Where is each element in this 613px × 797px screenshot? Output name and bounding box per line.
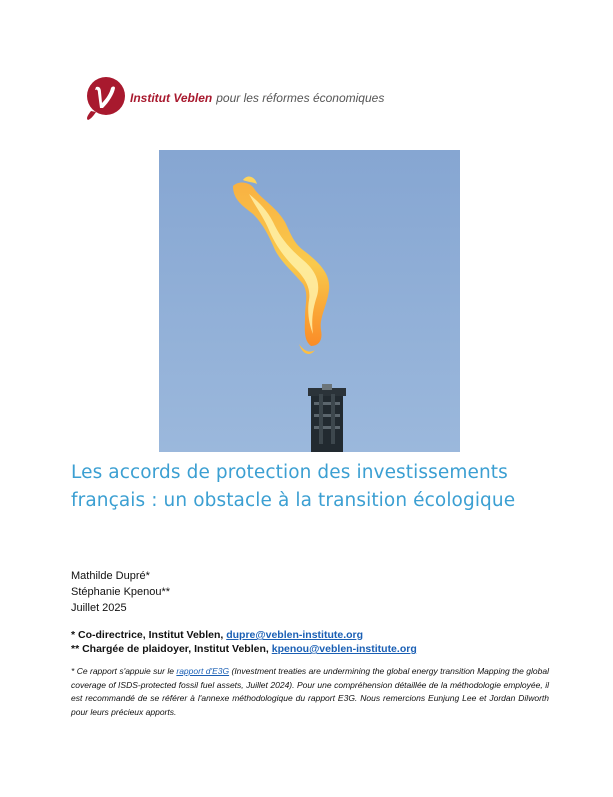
logo-tagline: pour les réformes économiques	[216, 91, 385, 105]
role-text: ** Chargée de plaidoyer, Institut Veblen,	[71, 643, 272, 655]
role-line	[71, 628, 417, 642]
role-line	[71, 642, 417, 656]
footnote-text: * Ce rapport s'appuie sur le	[71, 666, 177, 676]
footnote-text: (Investment treaties are undermining the global energy transition Mapping the global coverage of ISDS-protected fossil fuel assets, Juillet 2024). Pour une compréhension détaillée de la méthodologie employée, il est recommandé de se référer à l'annexe méthodologique du rapport E3G. Nous remercions Eunjung Lee et Jordan Dilworth pour leurs précieux apports.	[71, 666, 549, 717]
email-link[interactable]: dupre@veblen-institute.org	[226, 629, 364, 641]
footnote	[71, 665, 549, 719]
role-text: * Co-directrice, Institut Veblen,	[71, 629, 227, 641]
logo-name: Institut Veblen	[130, 91, 213, 105]
author-name: Stéphanie Kpenou**	[71, 585, 171, 598]
institute-logo	[82, 75, 384, 121]
veblen-v-icon	[82, 75, 126, 121]
email-link[interactable]: kpenou@veblen-institute.org	[271, 643, 417, 655]
author-roles	[71, 628, 417, 656]
author-name: Mathilde Dupré*	[71, 570, 150, 582]
report-link[interactable]: rapport d'E3G	[176, 666, 230, 676]
gas-flare-photo	[159, 150, 460, 452]
document-title: Les accords de protection des investissements français : un obstacle à la transition écologique	[71, 462, 516, 511]
author-list	[71, 569, 170, 600]
publication-date: Juillet 2025	[71, 602, 127, 614]
